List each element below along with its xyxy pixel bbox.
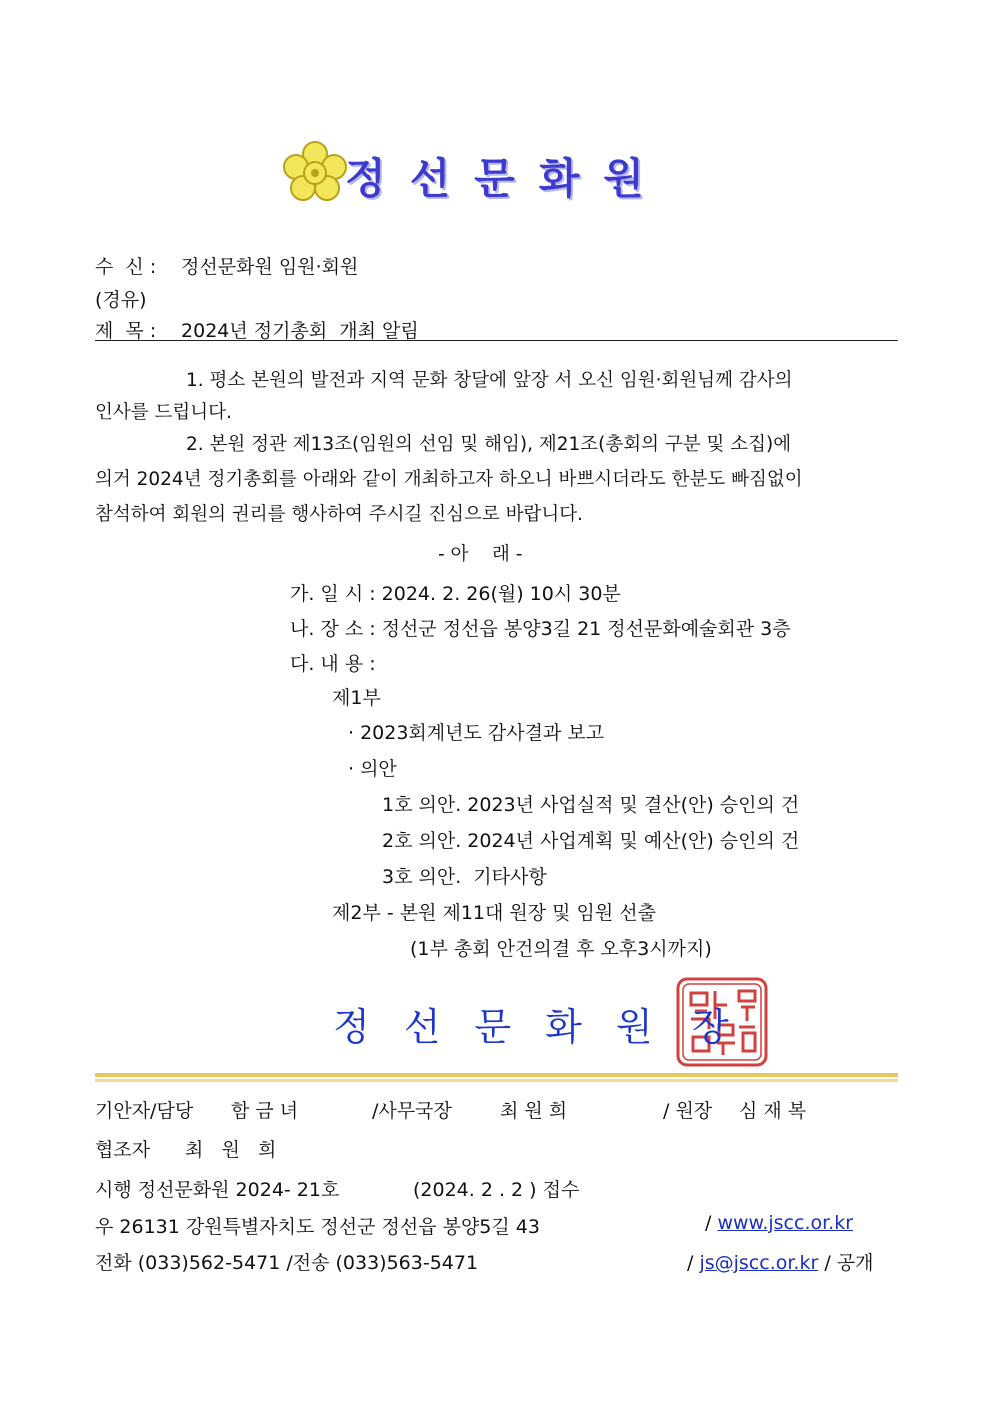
- recipient-line: [95, 252, 358, 279]
- sender-title-suffix: 장: [692, 1005, 729, 1049]
- detail-place-label: 나. 장 소 :: [290, 618, 376, 640]
- footer-gold-rule: [95, 1073, 898, 1077]
- subject-value: 2024년 정기총회 개최 알림: [181, 320, 419, 342]
- via-line: (경유): [95, 289, 147, 311]
- paragraph2-line3: 참석하여 회원의 권리를 행사하여 주시길 진심으로 바랍니다.: [95, 504, 583, 525]
- footer-website-link[interactable]: www.jscc.or.kr: [717, 1212, 854, 1234]
- sender-name: 정선문화원: [333, 1005, 687, 1049]
- footer-email-link[interactable]: js@jscc.or.kr: [699, 1252, 819, 1274]
- footer-website-line: [705, 1212, 853, 1234]
- footer-website-prefix: /: [705, 1212, 712, 1234]
- recipient-label: 수 신 :: [95, 256, 157, 278]
- footer-email-line: [687, 1248, 874, 1275]
- footer-cooperator-name: 최 원 희: [185, 1139, 277, 1161]
- detail-content-label: 다. 내 용 :: [290, 653, 376, 675]
- detail-date-label: 가. 일 시 :: [290, 583, 376, 605]
- detail-place: [290, 614, 791, 641]
- paragraph1-line1: 1. 평소 본원의 발전과 지역 문화 창달에 앞장 서 오신 임원·회원님께 감사의: [186, 370, 793, 391]
- footer-enforcement-date: (2024. 2 . 2 ) 접수: [413, 1179, 580, 1201]
- subject-underline: [95, 340, 898, 341]
- subject-label: 제 목 :: [95, 320, 157, 342]
- agenda-item: 3호 의안. 기타사항: [382, 866, 547, 888]
- program-part1-item: · 2023회계년도 감사결과 보고: [348, 722, 605, 744]
- agenda-item: 1호 의안. 2023년 사업실적 및 결산(안) 승인의 건: [382, 794, 800, 816]
- footer-phone-fax: 전화 (033)562-5471 /전송 (033)563-5471: [95, 1252, 479, 1274]
- footer-drafter-label: 기안자/담당: [95, 1100, 194, 1122]
- paragraph2-line1: 2. 본원 정관 제13조(임원의 선임 및 해임), 제21조(총회의 구분 및 소집)에: [186, 434, 792, 455]
- arrangement-heading: - 아 래 -: [438, 544, 523, 565]
- detail-date: [290, 579, 621, 606]
- footer-director-label: / 원장: [663, 1100, 713, 1122]
- footer-address: 우 26131 강원특별자치도 정선군 정선읍 봉양5길 43: [95, 1216, 540, 1238]
- footer-director-name: 심 재 복: [739, 1100, 807, 1122]
- paragraph1-line2: 인사를 드립니다.: [95, 402, 232, 423]
- recipient-value: 정선문화원 임원·회원: [181, 256, 359, 278]
- org-logo-flower-icon: [282, 140, 348, 202]
- program-part2: 제2부 - 본원 제11대 원장 및 임원 선출: [332, 902, 657, 924]
- footer-secretary-name: 최 원 희: [500, 1100, 568, 1122]
- footer-cooperator-label: 협조자: [95, 1139, 151, 1161]
- agenda-item: 2호 의안. 2024년 사업계획 및 예산(안) 승인의 건: [382, 830, 800, 852]
- detail-date-value: 2024. 2. 26(월) 10시 30분: [381, 583, 621, 605]
- footer-drafter-name: 함 금 녀: [231, 1100, 299, 1122]
- footer-gold-rule-secondary: [95, 1079, 898, 1082]
- paragraph2-line2: 의거 2024년 정기총회를 아래와 같이 개최하고자 하오니 바쁘시더라도 한분도 빠짐없이: [95, 469, 803, 490]
- program-part1: 제1부: [332, 687, 381, 709]
- subject-line: [95, 316, 419, 343]
- program-part2-note: (1부 총회 안건의결 후 오후3시까지): [410, 938, 712, 960]
- footer-email-prefix: /: [687, 1252, 694, 1274]
- footer-disclosure: / 공개: [824, 1252, 874, 1274]
- footer-enforcement: 시행 정선문화원 2024- 21호: [95, 1179, 340, 1201]
- program-part1-item: · 의안: [348, 758, 397, 780]
- footer-secretary-label: /사무국장: [372, 1100, 452, 1122]
- detail-place-value: 정선군 정선읍 봉양3길 21 정선문화예술회관 3층: [381, 618, 791, 640]
- org-title: 정선문화원: [345, 154, 668, 203]
